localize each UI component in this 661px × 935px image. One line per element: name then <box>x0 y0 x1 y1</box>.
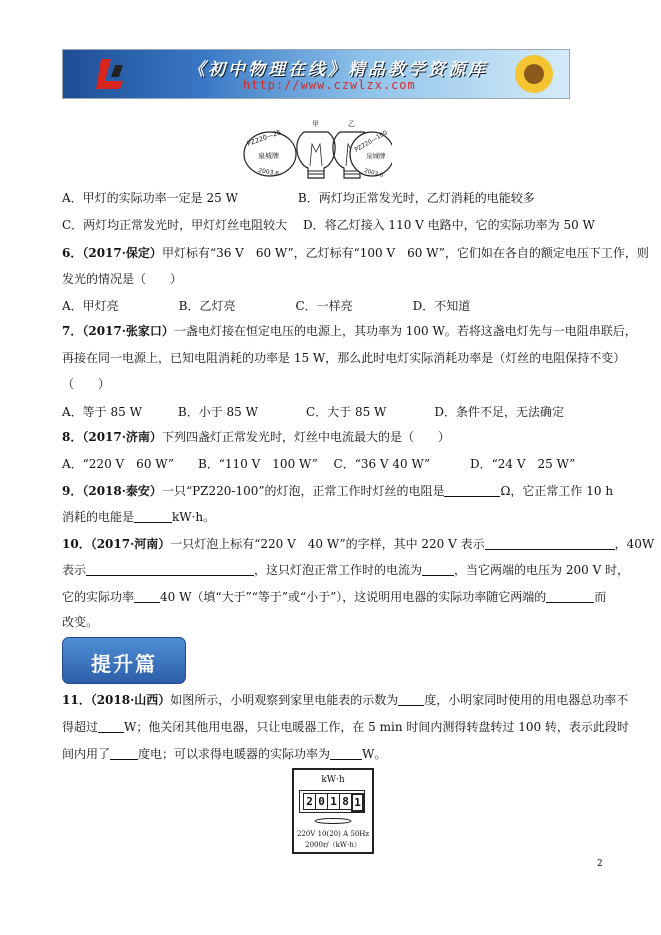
q11-text-c: 得超过 <box>62 720 99 734</box>
q11-line1 <box>62 691 628 708</box>
q10-line2 <box>62 561 629 578</box>
label-jia: 甲 <box>312 120 319 128</box>
q11-line3 <box>62 745 386 762</box>
bulb-jia-icon <box>297 132 335 178</box>
section-header-tisheng <box>62 637 186 684</box>
q5-options-ab: A．甲灯的实际功率一定是 25 W B．两灯均正常发光时，乙灯消耗的电能较多 <box>62 191 535 205</box>
q9-number: 9．（2018·泰安） <box>62 484 162 498</box>
q6-number: 6．（2017·保定） <box>62 246 162 260</box>
meter-unit: kW·h <box>321 775 345 785</box>
q10-text-e: ，当它两端的电压为 200 V 时， <box>454 563 630 577</box>
q9-text-c: 消耗的电能是 <box>62 510 135 524</box>
q11-blank-2[interactable] <box>98 720 124 733</box>
page-number: 2 <box>597 859 603 869</box>
q10-line3 <box>62 588 606 605</box>
q10-blank-5[interactable] <box>546 590 594 603</box>
q8-number: 8．（2017·济南） <box>62 430 162 444</box>
q8-line1 <box>62 428 450 445</box>
q11-line2 <box>62 718 629 735</box>
q10-blank-2[interactable] <box>86 563 254 576</box>
q10-text-g: 40 W（填“大于”“等于”或“小于”），这说明用电器的实际功率随它两端的 <box>160 590 547 604</box>
meter-digit: 8 <box>339 793 352 810</box>
bulb-jia-rating: PZ220—25 <box>245 128 283 148</box>
section-title: 提升篇 <box>91 652 157 676</box>
q6-line2: 发光的情况是（ ） <box>62 272 183 286</box>
q10-text-h: 而 <box>594 590 607 604</box>
q11-blank-1[interactable] <box>398 693 424 706</box>
logo-icon <box>93 55 133 93</box>
meter-digit-decimal: 1 <box>351 793 364 812</box>
q6-options: A．甲灯亮 B．乙灯亮 C．一样亮 D．不知道 <box>62 299 471 313</box>
q9-text-d: kW·h。 <box>172 510 216 524</box>
bulb-yi-brand: 泉城牌 <box>366 152 386 160</box>
electric-meter-figure <box>292 768 374 854</box>
q11-text-g: W。 <box>362 747 387 761</box>
q7-options: A．等于 85 W B．小于 85 W C．大于 85 W D．条件不足，无法确定 <box>62 405 564 419</box>
q7-line1 <box>62 322 637 339</box>
q6-line1 <box>62 244 649 261</box>
q5-options-cd: C．两灯均正常发光时，甲灯灯丝电阻较大 D．将乙灯接入 110 V 电路中，它的实际功率为 50 W <box>62 218 595 232</box>
q8-options: A．“220 V 60 W” B．“110 V 100 W” C．“36 V 40 W” D．“24 V 25 W” <box>62 457 576 471</box>
q9-text-b: Ω，它正常工作 10 h <box>500 484 614 498</box>
meter-spec-2: 2000r/（kW·h） <box>305 841 361 849</box>
q9-text-a: 一只“PZ220-100”的灯泡，正常工作时灯丝的电阻是 <box>161 484 445 498</box>
label-yi: 乙 <box>348 120 355 128</box>
header-banner <box>62 49 570 99</box>
q11-text-a: 如图所示，小明观察到家里电能表的示数为 <box>170 693 399 707</box>
q10-text-d: ，这只灯泡正常工作时的电流为 <box>254 563 423 577</box>
meter-digit: 1 <box>327 793 340 810</box>
q11-text-f: 度电；可以求得电暖器的实际功率为 <box>138 747 331 761</box>
banner-title: 《初中物理在线》精品教学资源库 <box>188 60 488 80</box>
q10-blank-3[interactable] <box>422 563 454 576</box>
bulb-yi-rating: PZ220—100 <box>353 129 389 154</box>
q10-text-b: ，40W <box>614 537 655 551</box>
q7-line2: 再接在同一电源上，已知电阻消耗的功率是 15 W，那么此时电灯实际消耗功率是（灯丝的电阻保持不变） <box>62 351 626 365</box>
q10-text-f: 它的实际功率 <box>62 590 135 604</box>
q7-line3: （ ） <box>62 377 111 391</box>
q10-number: 10．（2017·河南） <box>62 537 171 551</box>
q10-line4: 改变。 <box>62 615 99 629</box>
q10-text-a: 一只灯泡上标有“220 V 40 W”的字样，其中 220 V 表示 <box>170 537 485 551</box>
bulbs-figure <box>242 118 392 184</box>
q10-blank-1[interactable] <box>485 537 615 550</box>
sunflower-icon <box>513 53 555 95</box>
bulb-yi-date: 2003.6 <box>363 168 384 179</box>
q9-blank-2[interactable] <box>134 510 172 523</box>
q11-text-d: W；他关闭其他用电器，只让电暖器工作，在 5 min 时间内测得转盘转过 100 转，表示此段时 <box>124 720 629 734</box>
q11-blank-3[interactable] <box>110 747 138 760</box>
q10-text-c: 表示 <box>62 563 87 577</box>
meter-digit: 2 <box>303 793 316 810</box>
bulb-jia-date: 2003.6 <box>257 167 280 178</box>
q7-text: 一盏电灯接在恒定电压的电源上，其功率为 100 W。若将这盏电灯先与一电阻串联后， <box>173 324 637 338</box>
bulb-jia-brand: 泉城牌 <box>258 152 279 160</box>
q11-text-b: 度，小明家同时使用的用电器总功率不 <box>424 693 629 707</box>
meter-disc-icon <box>294 817 372 827</box>
banner-url: http://www.czwlzx.com <box>243 78 416 92</box>
q11-blank-4[interactable] <box>330 747 362 760</box>
meter-spec-1: 220V 10(20) A 50Hz <box>296 830 370 838</box>
q11-number: 11．（2018·山西） <box>62 693 171 707</box>
q10-line1 <box>62 535 654 552</box>
meter-digit: 0 <box>315 793 328 810</box>
q11-text-e: 间内用了 <box>62 747 111 761</box>
q7-number: 7．（2017·张家口） <box>62 324 174 338</box>
q10-blank-4[interactable] <box>134 590 160 603</box>
q8-text: 下列四盏灯正常发光时，灯丝中电流最大的是（ ） <box>161 430 450 444</box>
q9-line2 <box>62 508 215 525</box>
q9-blank-1[interactable] <box>444 484 500 497</box>
q6-text: 甲灯标有“36 V 60 W”，乙灯标有“100 V 60 W”，它们如在各自的额定电压下工作，则 <box>161 246 649 260</box>
meter-display <box>299 790 365 813</box>
q9-line1 <box>62 482 613 499</box>
